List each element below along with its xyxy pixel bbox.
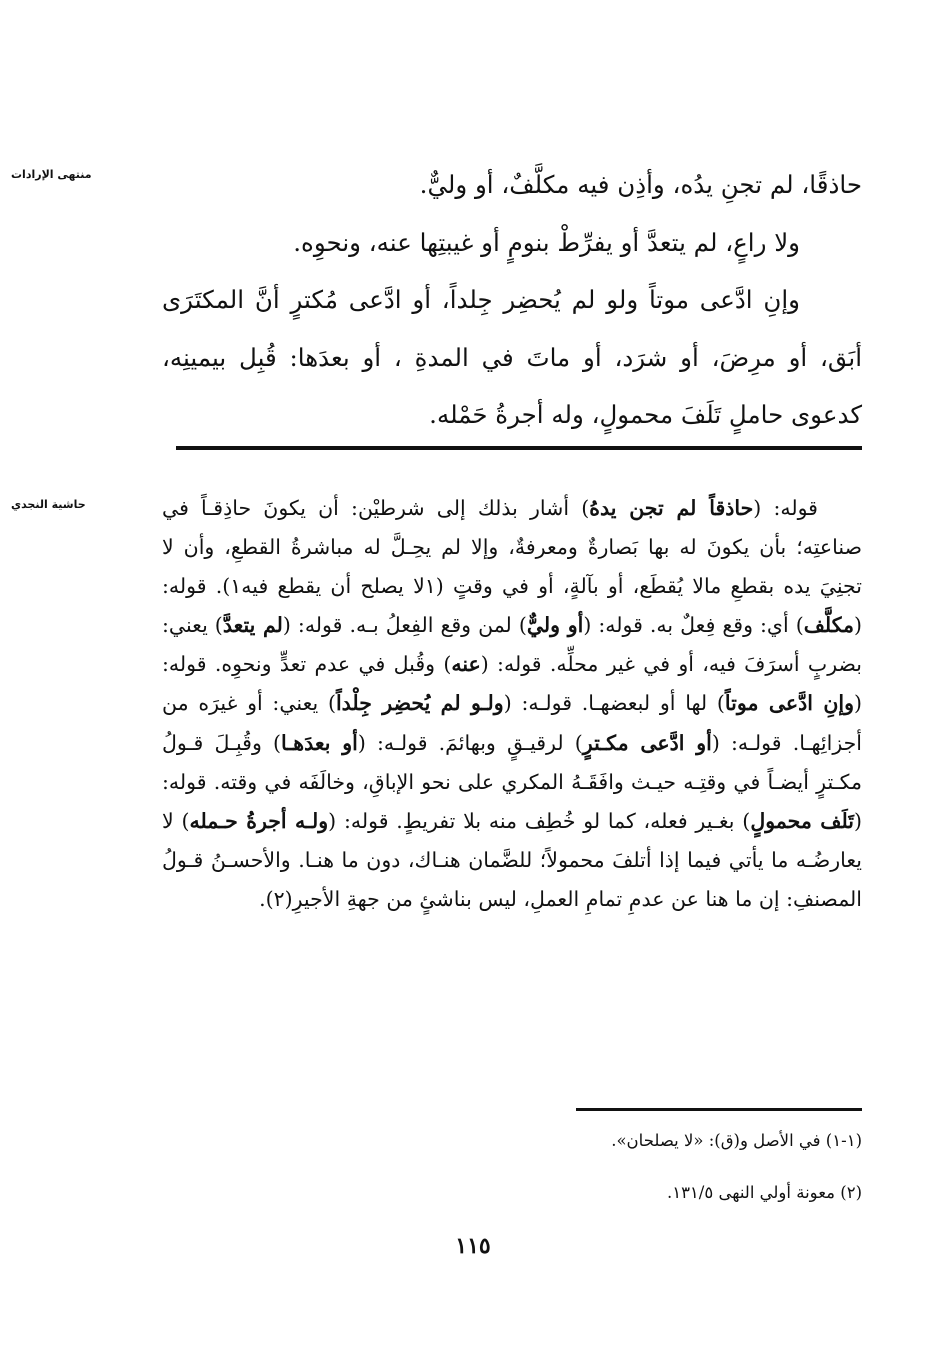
commentary-quote: أو وليٌّ: [526, 613, 584, 638]
sharh-source-label: حاشية النجدي: [11, 498, 86, 511]
commentary-quote: ولـه أجرةُ حـمله: [189, 808, 329, 833]
commentary-quote: أو ادَّعى مكـترٍ: [582, 730, 712, 755]
matn-line: حاذقًا، لم تجنِ يدُه، وأذِن فيه مكلَّفٌ، أو وليٌّ.: [419, 170, 862, 199]
commentary-segment: ) لرقيـقٍ وبهائمَ. قولـه: (: [357, 730, 583, 755]
commentary-segment: ) وقُبِـلَ قـولُ مكـترٍ أيضـاً في وقتِـه حيـث وافَقَـهُ المكري على نحو الإباقِ، وخالَفَه في وقته. قوله: (: [162, 730, 862, 833]
commentary-segment: قوله: (: [753, 496, 818, 520]
commentary-segment: ) لها أو لبعضهـا. قولـه: (: [503, 691, 725, 716]
commentary-segment: ) بغـير فعله، كما لو خُطِف منه بلا تفريطٍ. قوله: (: [328, 808, 751, 833]
commentary-segment: ) وقُبل في عدم تعدٍّ ونحوِه. قوله: (: [162, 652, 863, 716]
footnote-divider: [576, 1108, 862, 1111]
commentary-quote: لم يتعدَّ: [222, 613, 283, 638]
commentary-segment: ) أي: وقع فِعلٌ به. قوله: (: [583, 613, 804, 638]
matn-line: ولا راعٍ، لم يتعدَّ أو يفرِّطْ بنومٍ أو غيبتِها عنه، ونحوِه.: [293, 227, 800, 257]
section-divider: [176, 446, 862, 450]
matn-line: وإنِ ادَّعى موتاً ولو لم يُحضِر جِلداً، أو ادَّعى مُكترٍ أنَّ المكتَرَى أبَق، أو مرِضَ، أو شرَد، أو ماتَ في المدةِ ، أو بعدَها: قُبِل بيمينِه، كدعوى حاملٍ تَلَفَ محمولٍ، وله أجرةُ حَمْله.: [162, 285, 862, 429]
commentary-segment: ) لمن وقع الفِعلُ بـه. قوله: (: [282, 613, 527, 638]
commentary-quote: عنه: [451, 652, 481, 677]
commentary-quote: وإنِ ادَّعى موتاً: [724, 691, 855, 716]
page-number: ١١٥: [455, 1233, 491, 1259]
commentary-quote: مكلَّف: [803, 613, 855, 638]
commentary-quote: تَلَف محمولٍ: [750, 808, 854, 833]
commentary-segment: ) لا يعارضُـه ما يأتي فيما إذا أتلفَ محمولاً؛ للضَّمان هنـاك، دون ما هنـا. والأحسـنُ قـولُ المصنفِ: إن ما هنا عن عدمِ تمامِ العملِ، ليس بناشئٍ من جهةِ الأجيرِ(٢).: [162, 808, 862, 911]
matn-source-label: منتهى الإرادات: [11, 168, 92, 181]
footnote-2: (٢) معونة أولي النهى ١٣١/٥.: [666, 1183, 862, 1202]
matn-text: [162, 156, 862, 444]
commentary-quote: حاذقاً لم تجن يدهُ: [589, 496, 754, 520]
footnote-1: (١-١) في الأصل و(ق): «لا يصلحان».: [611, 1131, 862, 1150]
commentary-segment: ) يعني: بضربٍ أسرَفَ فيه، أو في غير محلِّه. قوله: (: [162, 613, 862, 677]
commentary-quote: ولـو لم يُحضِر جِلْداً: [335, 691, 504, 716]
commentary-quote: أو بعدَهـا: [281, 730, 358, 755]
commentary-segment: ) يعني: أو غيرَه من أجزائِهـا. قولـه: (: [162, 691, 862, 755]
commentary-text: [162, 489, 862, 919]
commentary-segment: ) أشار بذلك إلى شرطيْن: أن يكونَ حاذِقـاً في صناعتِه؛ بأن يكونَ له بها بَصارةٌ ومعرفةٌ، وإلا لم يحِـلَّ له مباشرةُ القطعِ، وأن لا تجنِيَ يده بقطعِ مالا يُقطَع، أو بآلةٍ، أو في وقتٍ (١لا يصلح أن يقطع فيه١). قوله: (: [162, 496, 863, 638]
